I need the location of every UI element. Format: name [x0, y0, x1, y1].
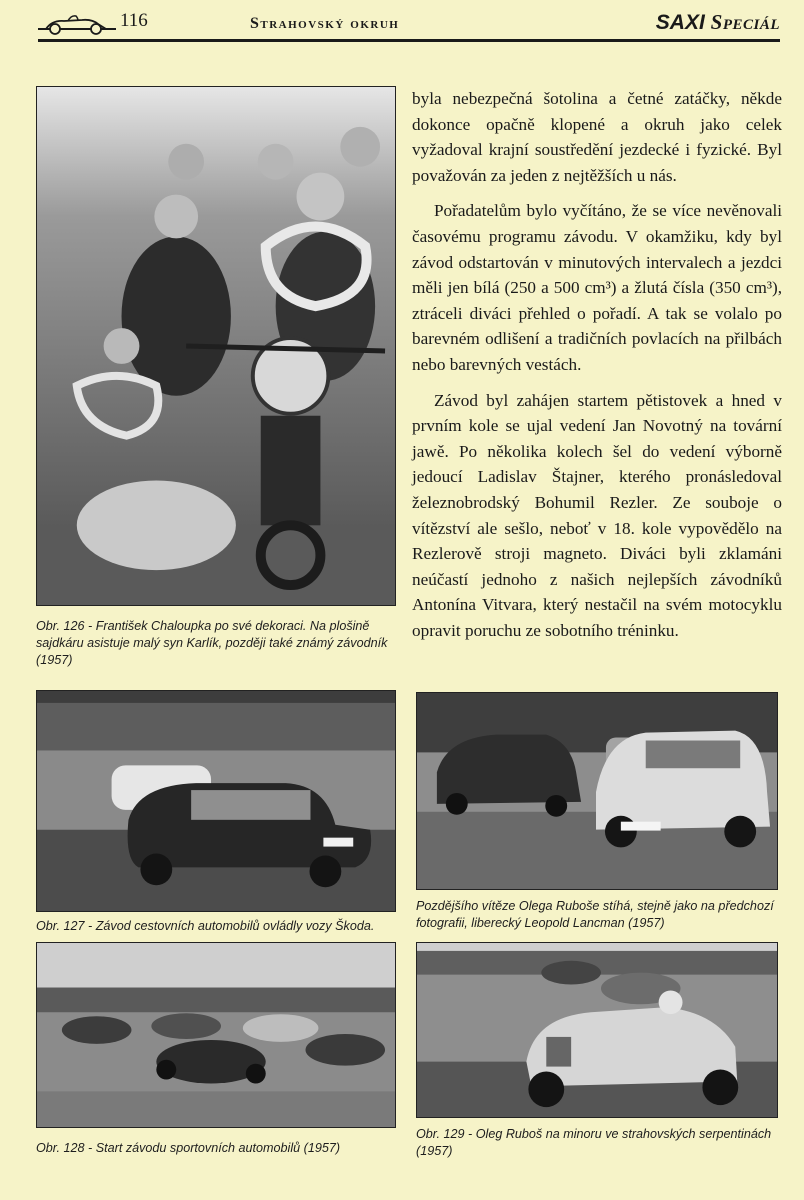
- series-title-main: SAXI: [655, 11, 705, 34]
- caption-fig127: Obr. 127 - Závod cestovních automobilů ovládly vozy Škoda.: [36, 919, 375, 933]
- series-title: [656, 10, 780, 35]
- caption-fig126: Obr. 126 - František Chaloupka po své dekoraci. Na plošině sajdkáru asistuje malý syn Karlík, později také známý závodník (1957): [36, 619, 388, 667]
- photo-fig128: [36, 942, 396, 1128]
- page-header: [38, 8, 780, 42]
- section-title: Strahovský okruh: [250, 15, 400, 32]
- article-body: [412, 86, 782, 653]
- photo-fig129: [416, 942, 778, 1118]
- article-paragraph: byla nebezpečná šotolina a četné zatáčky, někde dokonce opačně klopené a okruh jako celek vyžadoval krajní soustředění jezdecké i fyzické. Byl považován za jeden z nejtěžších u nás.: [412, 89, 782, 185]
- vintage-racecar-icon: [38, 14, 116, 36]
- photo-fig126: [36, 86, 396, 606]
- header-rule: [38, 39, 780, 42]
- article-paragraph: Pořadatelům bylo vyčítáno, že se více nevěnovali časovému programu závodu. V okamžiku, kdy byl závod odstartován v minutových intervalech a jezdci měli jen bílá (250 a 500 cm³) a žlutá čísla (350 cm³), ztráceli diváci přehled o pořadí. A tak se volalo po barevném odlišení a tradičních povlacích na přilbách nebo barevných vestách.: [412, 201, 782, 374]
- caption-fig129: Obr. 129 - Oleg Ruboš na minoru ve strahovských serpentinách (1957): [416, 1127, 772, 1158]
- article-paragraph: Závod byl zahájen startem pětistovek a hned v prvním kole se ujal vedení Jan Novotný na tovární jawě. Po několika kolech šel do vedení výborně jedoucí Ladislav Štajner, kterého pronásledoval železnobrodský Bohumil Rezler. Ze souboje o vítězství ale sešlo, neboť v 18. kole vypovědělo na Rezlerově stroji magneto. Diváci byli zklamáni neúčastí jednoho z našich nejlepších závodníků Antonína Vitvara, který nestačil na svém motocyklu opravit poruchu ze sobotního tréninku.: [412, 390, 782, 640]
- series-title-sub: Speciál: [710, 10, 780, 34]
- page-number: 116: [120, 10, 148, 31]
- photo-fig-unnumbered: [416, 692, 778, 890]
- caption-fig128: Obr. 128 - Start závodu sportovních automobilů (1957): [36, 1141, 341, 1155]
- caption-fig-unnumbered: Pozdějšího vítěze Olega Ruboše stíhá, stejně jako na předchozí fotografii, liberecký Leopold Lancman (1957): [416, 899, 774, 930]
- photo-fig127: [36, 690, 396, 912]
